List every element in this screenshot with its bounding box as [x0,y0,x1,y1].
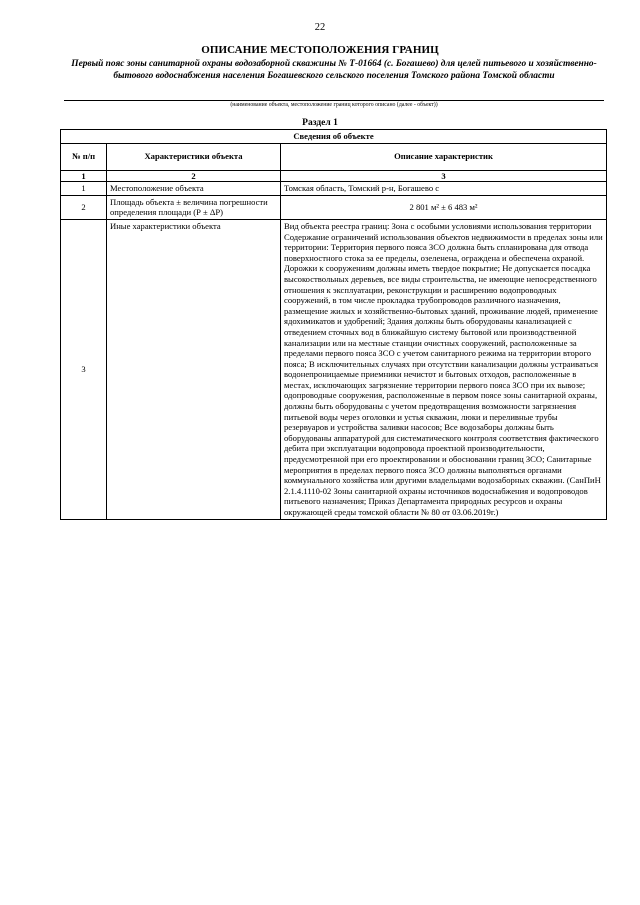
row-num: 3 [61,219,107,519]
table-title: Сведения об объекте [61,130,607,144]
column-index: 1 [61,170,107,182]
document-subtitle: Первый пояс зоны санитарной охраны водозаборной скважины № Т-01664 (с. Богашево) для целей питьевого и хозяйственно-бытового водоснабжения населения Богашевского сельского поселения Томского района Томской области [71,59,597,81]
header-characteristics: Характеристики объекта [107,143,281,170]
table-title-row [61,130,607,144]
document-title: ОПИСАНИЕ МЕСТОПОЛОЖЕНИЯ ГРАНИЦ [201,44,439,56]
row-description: Вид объекта реестра границ: Зона с особыми условиями использования территории Содержание ограничений использования объектов недвижимости в пределах зоны или территории: Территория первого пояса ЗСО должна быть спланирована для отвода поверхностного стока за ее пределы, озеленена, ограждена и обеспечена охраной. Дорожки к сооружениям должны иметь твердое покрытие; Не допускается посадка высокоствольных деревьев, все виды строительства, не имеющие непосредственного отношения к эксплуатации, реконструкции и расширению водопроводных сооружений, в том числе прокладка трубопроводов различного назначения, размещение жилых и хозяйственно-бытовых зданий, проживание людей, применение ядохимикатов и удобрений; Здания должны быть оборудованы канализацией с отведением сточных вод в ближайшую систему бытовой или производственной канализации или на местные станции очистных сооружений, расположенные за пределами первого пояса ЗСО с учетом санитарного режима на территории второго пояса; В исключительных случаях при отсутствии канализации должны устраиваться водонепроницаемые приемники нечистот и бытовых отходов, расположенные в местах, исключающих загрязнение территории первого пояса ЗСО при их вывозе; одопроводные сооружения, расположенные в первом поясе зоны санитарной охраны, должны быть оборудованы с учетом предотвращения возможности загрязнения питьевой воды через оголовки и устья скважин, люки и переливные трубы резервуаров и устройства заливки насосов; Все водозаборы должны быть оборудованы аппаратурой для систематического контроля соответствия фактического дебита при эксплуатации водопровода проектной производительности, предусмотренной при его проектировании и обосновании границ ЗСО; Санитарные мероприятия в пределах первого пояса ЗСО должны выполняться органами коммунального хозяйства или другими владельцами водозаборных скважин. (СанПиН 2.1.4.1110-02 Зоны санитарной охраны источников водоснабжения и водопроводов питьевого назначения; Приказ Департамента природных ресурсов и охраны окружающей среды томской области № 80 от 03.06.2019г.) [281,219,607,519]
header-description: Описание характеристик [281,143,607,170]
subtitle-underline [64,100,604,101]
row-characteristic: Иные характеристики объекта [107,219,281,519]
section-title: Раздел 1 [302,118,338,128]
column-index-row [61,170,607,182]
row-num: 1 [61,182,107,196]
row-characteristic: Площадь объекта ± величина погрешности определения площади (Р ± ΔР) [107,195,281,219]
table-row [61,219,607,519]
column-index: 2 [107,170,281,182]
subtitle-caption: (наименование объекта, местоположение границ которого описано (далее - объект)) [230,102,438,108]
page-number: 22 [314,22,326,33]
table-row [61,195,607,219]
row-description: Томская область, Томский р-н, Богашево с [281,182,607,196]
object-info-table [60,129,607,520]
row-characteristic: Местоположение объекта [107,182,281,196]
row-num: 2 [61,195,107,219]
table-header-row [61,143,607,170]
row-description: 2 801 м² ± 6 483 м² [281,195,607,219]
header-num: № п/п [61,143,107,170]
column-index: 3 [281,170,607,182]
table-row [61,182,607,196]
